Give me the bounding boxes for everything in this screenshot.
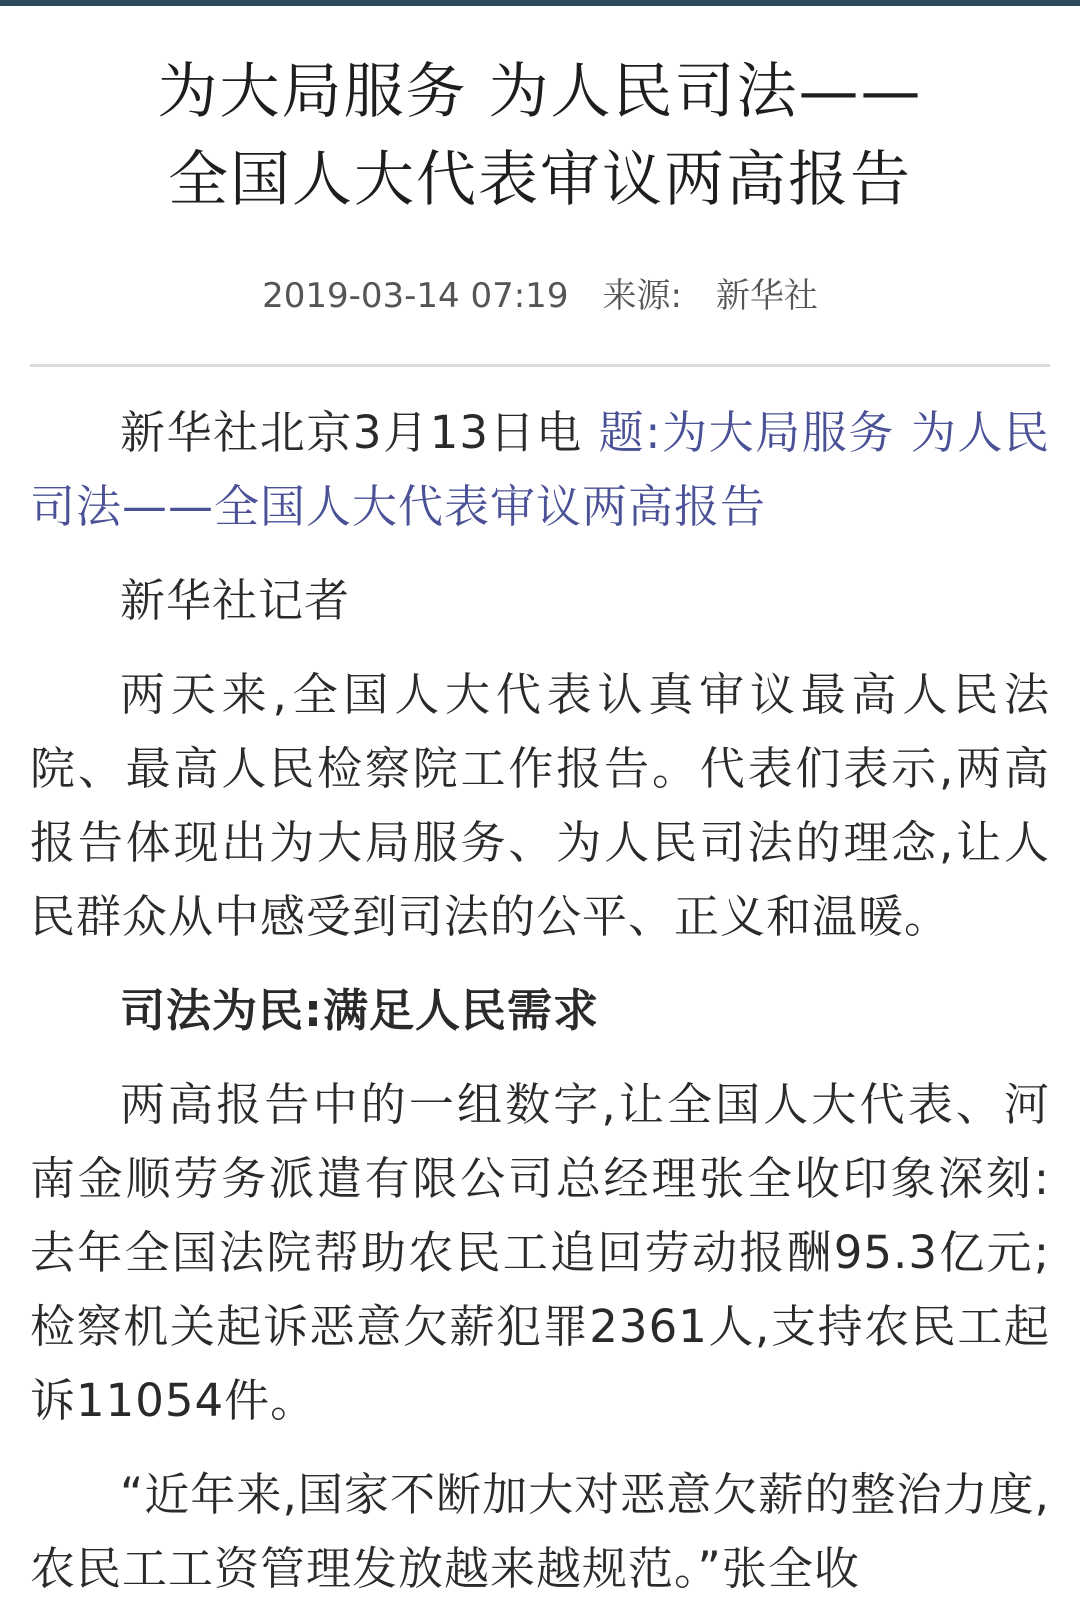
dateline: 新华社北京3月13日电 (120, 406, 599, 459)
article-body (30, 396, 1050, 1612)
lead-paragraph (30, 396, 1050, 544)
section-subheading: 司法为民:满足人民需求 (120, 984, 599, 1037)
body-paragraph-2: 两高报告中的一组数字,让全国人大代表、河南金顺劳务派遣有限公司总经理张全收印象深刻:去年全国法院帮助农民工追回劳动报酬95.3亿元;检察机关起诉恶意欠薪犯罪2361人,支持农民工起诉11054件。 (30, 1078, 1050, 1427)
title-line-1: 为大局服务 为人民司法—— (157, 57, 923, 127)
top-divider (0, 0, 1080, 6)
body-paragraph-3: “近年来,国家不断加大对恶意欠薪的整治力度,农民工工资管理发放越来越规范。”张全收 (30, 1468, 1050, 1595)
article-meta (0, 272, 1080, 320)
source-label: 来源: (602, 276, 682, 316)
source-name: 新华社 (715, 276, 818, 316)
body-paragraph-1: 两天来,全国人大代表认真审议最高人民法院、最高人民检察院工作报告。代表们表示,两高报告体现出为大局服务、为人民司法的理念,让人民群众从中感受到司法的公平、正义和温暖。 (30, 668, 1050, 943)
byline: 新华社记者 (120, 574, 351, 627)
publish-datetime: 2019-03-14 07:19 (262, 276, 569, 316)
title-line-2: 全国人大代表审议两高报告 (168, 145, 912, 215)
article-title (0, 48, 1080, 224)
header-divider (30, 364, 1050, 367)
title-link[interactable]: 题:为大局服务 为人民司法——全国人大代表审议两高报告 (30, 406, 1050, 533)
